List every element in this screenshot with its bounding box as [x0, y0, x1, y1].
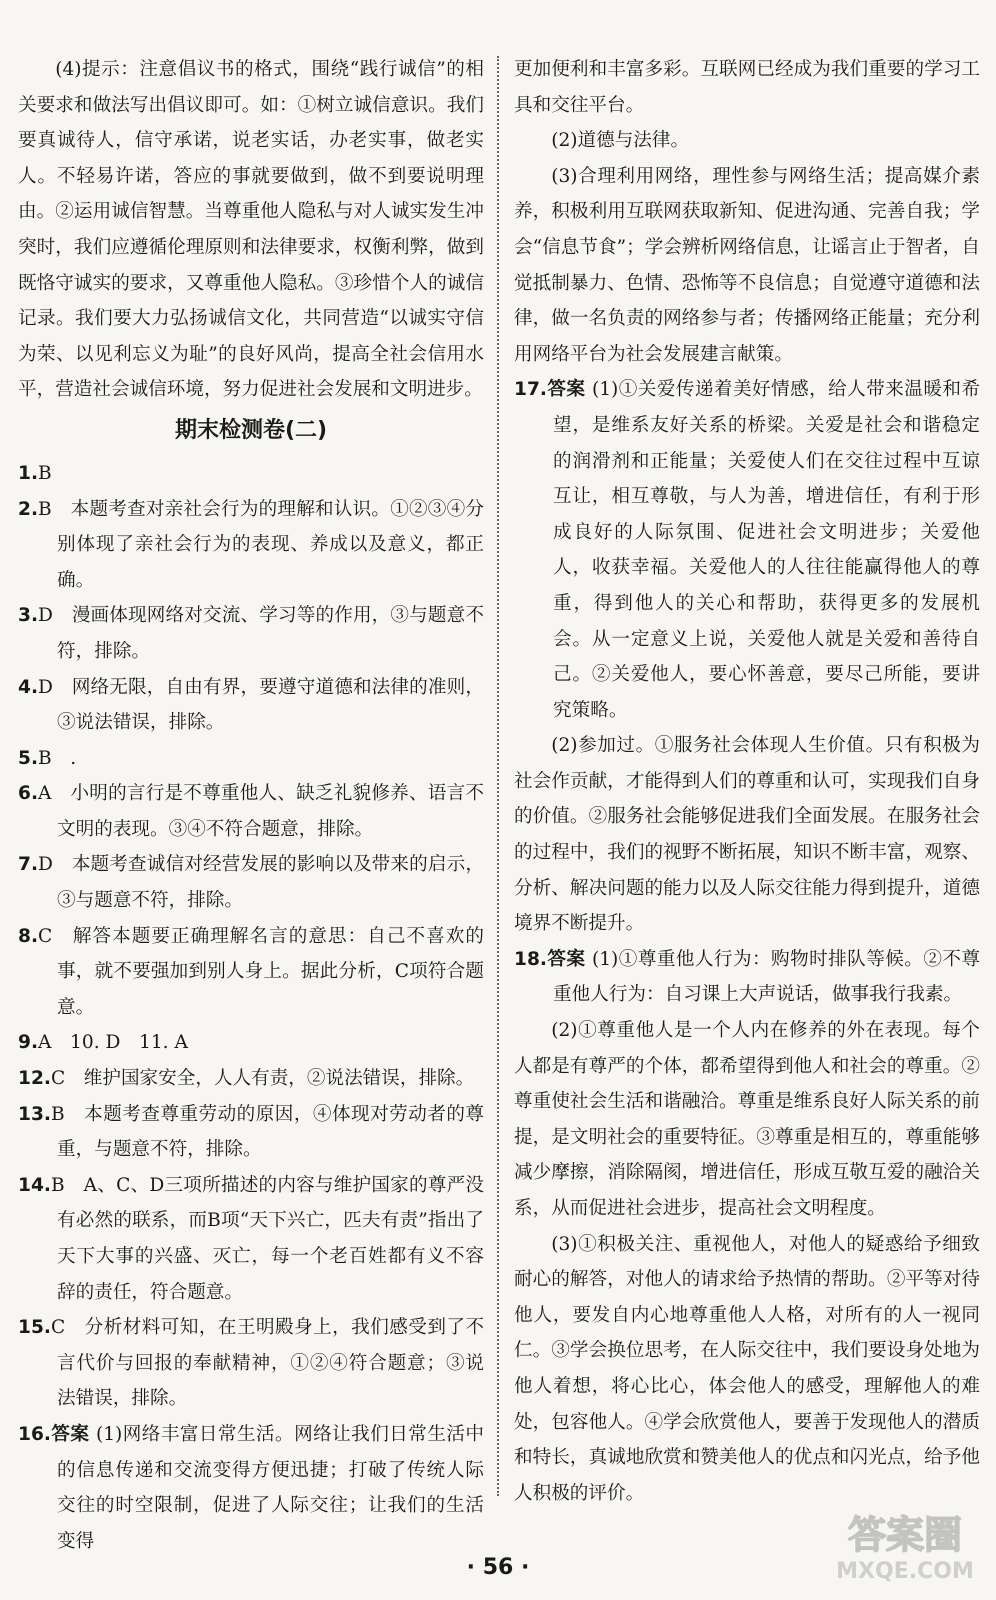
item-text: A 小明的言行是不尊重他人、缺乏礼貌修养、语言不文明的表现。③④不符合题意，排除。 — [38, 783, 484, 840]
answer-item-16 — [18, 1417, 484, 1559]
item-text: (1)①关爱传递着美好情感，给人带来温暖和希望，是维系友好关系的桥梁。关爱是社会和谐稳定的润滑剂和正能量；关爱使人们在交往过程中互谅互让，相互尊敬，与人为善，增进信任，有利于形成良好的人际氛围、促进社会文明进步；关爱他人，收获幸福。关爱他人的人往往能赢得他人的尊重，得到他人的关心和帮助，获得更多的发展机会。从一定意义上说，关爱他人就是关爱和善待自己。②关爱他人，要心怀善意，要尽己所能，要讲究策略。 — [553, 379, 980, 721]
answer-item-18 — [514, 942, 980, 1013]
item-text: D 网络无限，自由有界，要遵守道德和法律的准则，③说法错误，排除。 — [38, 676, 484, 734]
answer-item — [18, 1168, 484, 1310]
answer-item — [18, 598, 484, 669]
item-text: D 本题考查诚信对经营发展的影响以及带来的启示，③与题意不符，排除。 — [38, 854, 484, 912]
item-text: B . — [38, 747, 77, 769]
answer-item — [18, 456, 484, 492]
item-text: (1)网络丰富日常生活。网络让我们日常生活中的信息传递和交流变得方便迅捷；打破了传统人际交往的时空限制，促进了人际交往；让我们的生活变得 — [57, 1423, 484, 1552]
item-number: 14. — [18, 1174, 51, 1196]
item-text: D 漫画体现网络对交流、学习等的作用，③与题意不符，排除。 — [38, 605, 484, 662]
answer-list — [18, 456, 484, 1417]
answer-item — [18, 847, 484, 918]
item-number: 1. — [18, 462, 39, 484]
column-divider — [497, 56, 499, 1496]
watermark-sub-text: MXQE.COM — [836, 1559, 974, 1584]
intro-paragraph: (4)提示：注意倡议书的格式，围绕“践行诚信”的相关要求和做法写出倡议即可。如：①树立诚信意识。我们要真诚待人，信守承诺，说老实话，办老实事，做老实人。不轻易许诺，答应的事就要做到，做不到要说明理由。②运用诚信智慧。当尊重他人隐私与对人诚实发生冲突时，我们应遵循伦理原则和法律要求，权衡利弊，做到既恪守诚实的要求，又尊重他人隐私。③珍惜个人的诚信记录。我们要大力弘扬诚信文化，共同营造“以诚实守信为荣、以见利忘义为耻”的良好风尚，提高全社会信用水平，营造社会诚信环境，努力促进社会发展和文明进步。 — [18, 59, 484, 401]
right-column — [514, 52, 980, 1511]
item-text: (1)①尊重他人行为：购物时排队等候。②不尊重他人行为：自习课上大声说话，做事我行我素。 — [553, 948, 980, 1006]
item-number: 12. — [18, 1068, 51, 1090]
answer-item — [18, 776, 484, 847]
answer-item — [18, 1061, 484, 1097]
item-text: B 本题考查尊重劳动的原因，④体现对劳动者的尊重，与题意不符，排除。 — [50, 1103, 484, 1161]
item-number: 7. — [18, 854, 39, 876]
answer-item — [18, 741, 484, 777]
item-text: B — [38, 462, 52, 484]
item-text: C 解答本题要正确理解名言的意思：自己不喜欢的事，就不要强加到别人身上。据此分析，C项符合题意。 — [38, 925, 484, 1018]
left-column — [18, 52, 484, 1559]
item-text: B 本题考查对亲社会行为的理解和认识。①②③④分别体现了亲社会行为的表现、养成以及意义，都正确。 — [38, 498, 484, 591]
item-text: B A、C、D三项所描述的内容与维护国家的尊严没有必然的联系，而B项“天下兴亡，匹夫有责”指出了天下大事的兴盛、灭亡，每一个老百姓都有义不容辞的责任，符合题意。 — [50, 1174, 484, 1303]
answer-label: 答案 — [50, 1423, 90, 1445]
item-number: 2. — [18, 498, 39, 520]
q16-continuation: 更加便利和丰富多彩。互联网已经成为我们重要的学习工具和交往平台。 — [514, 59, 980, 116]
section-title: 期末检测卷(二) — [174, 417, 328, 443]
answer-item — [18, 919, 484, 1026]
page-number: · 56 · — [466, 1555, 530, 1580]
answer-item — [18, 670, 484, 741]
item-number: 17. — [514, 379, 547, 401]
q18-part3: (3)①积极关注、重视他人，对他人的疑惑给予细致耐心的解答，对他人的请求给予热情的帮助。②平等对待他人，要发自内心地尊重他人人格，对所有的人一视同仁。③学会换位思考，在人际交往中，我们要设身处地为他人着想，将心比心，体会他人的感受，理解他人的难处，包容他人。④学会欣赏他人，要善于发现他人的潜质和特长，真诚地欣赏和赞美他人的优点和闪光点，给予他人积极的评价。 — [514, 1233, 980, 1504]
item-text: C 分析材料可知，在王明殿身上，我们感受到了不言代价与回报的奉献精神，①②④符合题意；③说法错误，排除。 — [50, 1317, 484, 1410]
answer-label: 答案 — [546, 379, 586, 401]
item-text: A 10. D 11. A — [38, 1032, 188, 1054]
q16-part2: (2)道德与法律。 — [551, 130, 690, 152]
answer-item-17 — [514, 372, 980, 728]
q16-part3: (3)合理利用网络，理性参与网络生活；提高媒介素养，积极利用互联网获取新知、促进沟通、完善自我；学会“信息节食”；学会辨析网络信息，让谣言止于智者，自觉抵制暴力、色情、恐怖等不良信息；自觉遵守道德和法律，做一名负责的网络参与者；传播网络正能量；充分利用网络平台为社会发展建言献策。 — [514, 165, 980, 365]
item-number: 4. — [18, 676, 39, 698]
item-number: 18. — [514, 948, 547, 970]
item-number: 8. — [18, 925, 39, 947]
item-number: 15. — [18, 1317, 51, 1339]
watermark-main-text: 答案圈 — [847, 1513, 963, 1557]
q18-part2: (2)①尊重他人是一个人内在修养的外在表现。每个人都是有尊严的个体，都希望得到他人和社会的尊重。②尊重使社会生活和谐融洽。尊重是维系良好人际关系的前提，是文明社会的重要特征。③尊重是相互的，尊重能够减少摩擦，消除隔阂，增进信任，形成互敬互爱的融洽关系，从而促进社会进步，提高社会文明程度。 — [514, 1020, 980, 1219]
item-number: 5. — [18, 747, 39, 769]
answer-label: 答案 — [546, 948, 586, 970]
answer-item — [18, 1310, 484, 1417]
watermark-logo — [830, 1504, 980, 1586]
item-number: 3. — [18, 605, 39, 627]
item-number: 16. — [18, 1423, 51, 1445]
item-number: 9. — [18, 1032, 39, 1054]
q17-part2: (2)参加过。①服务社会体现人生价值。只有积极为社会作贡献，才能得到人们的尊重和认可，实现我们自身的价值。②服务社会能够促进我们全面发展。在服务社会的过程中，我们的视野不断拓展，知识不断丰富，观察、分析、解决问题的能力以及人际交往能力得到提升，道德境界不断提升。 — [514, 735, 980, 935]
item-text: C 维护国家安全，人人有责，②说法错误，排除。 — [50, 1068, 475, 1090]
answer-item — [18, 1025, 484, 1061]
item-number: 6. — [18, 783, 39, 805]
answer-item — [18, 492, 484, 599]
answer-item — [18, 1097, 484, 1168]
item-number: 13. — [18, 1103, 51, 1125]
